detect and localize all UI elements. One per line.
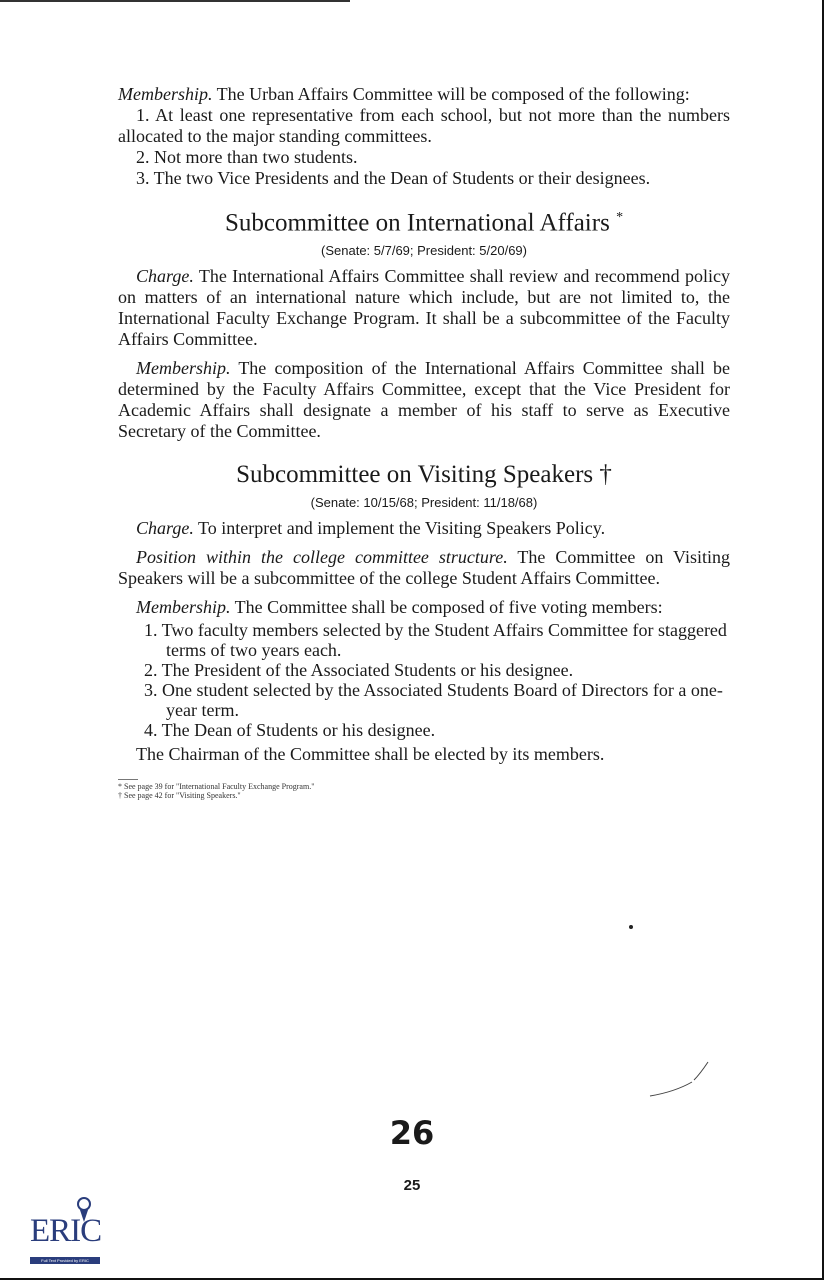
urban-membership-text: The Urban Affairs Committee will be composed of the following: bbox=[216, 84, 690, 104]
urban-membership-section bbox=[118, 84, 730, 189]
footnotes bbox=[118, 779, 730, 800]
visiting-membership-list bbox=[118, 620, 730, 740]
pencil-scribble-icon bbox=[648, 1060, 712, 1100]
international-membership-label: Membership. bbox=[136, 358, 231, 379]
visiting-position-paragraph bbox=[118, 547, 730, 589]
visiting-membership-item: 1. Two faculty members selected by the Student Affairs Committee for staggered terms of two years each. bbox=[144, 620, 727, 661]
footnote-rule bbox=[118, 779, 138, 780]
visiting-chairman-paragraph: The Chairman of the Committee shall be elected by its members. bbox=[136, 744, 605, 765]
visiting-position-label: Position within the college committee structure. bbox=[136, 547, 508, 568]
large-page-number: 26 bbox=[389, 1114, 435, 1152]
visiting-title: Subcommittee on Visiting Speakers bbox=[236, 461, 594, 489]
visiting-position-text: The Committee on Visiting Speakers will be a subcommittee of the college Student Affairs Committee. bbox=[118, 547, 730, 589]
visiting-membership-text: The Committee shall be composed of five voting members: bbox=[234, 597, 663, 618]
urban-membership-item: 3. The two Vice Presidents and the Dean of Students or their designees. bbox=[136, 168, 651, 188]
document-page bbox=[118, 84, 730, 800]
urban-membership-label: Membership. bbox=[118, 84, 213, 104]
visiting-charge-paragraph bbox=[118, 518, 730, 539]
page-number: 25 bbox=[403, 1177, 421, 1194]
urban-membership-item: 1. At least one representative from each school, but not more than the numbers allocated to the major standing committees. bbox=[118, 105, 730, 146]
international-senate-dates: (Senate: 5/7/69; President: 5/20/69) bbox=[321, 243, 527, 259]
international-membership-paragraph bbox=[118, 358, 730, 442]
speck-mark bbox=[629, 925, 633, 929]
footnote-visiting: † See page 42 for "Visiting Speakers." bbox=[118, 791, 241, 801]
international-title: Subcommittee on International Affairs bbox=[224, 209, 610, 237]
visiting-charge-text: To interpret and implement the Visiting Speakers Policy. bbox=[198, 518, 606, 539]
international-charge-label: Charge. bbox=[136, 266, 194, 287]
urban-membership-paragraph bbox=[118, 84, 730, 105]
visiting-membership-label: Membership. bbox=[136, 597, 231, 618]
visiting-heading bbox=[118, 460, 730, 490]
scan-edge-line bbox=[0, 0, 350, 2]
footnote-mark-asterisk: * bbox=[616, 210, 624, 225]
eric-logo-text: ERIC bbox=[30, 1213, 102, 1249]
international-charge-text: The International Affairs Committee shall review and recommend policy on matters of an international nature which include, but are not limited to, the International Faculty Exchange Program. It shall be a subcommittee of the Faculty Affairs Committee. bbox=[118, 266, 730, 350]
visiting-membership-item: 2. The President of the Associated Students or his designee. bbox=[144, 660, 574, 681]
visiting-membership-paragraph bbox=[118, 597, 730, 618]
eric-logo-tagline: Full Text Provided by ERIC bbox=[30, 1257, 100, 1264]
visiting-senate-dates: (Senate: 10/15/68; President: 11/18/68) bbox=[310, 495, 538, 511]
footnote-mark-dagger: † bbox=[599, 461, 612, 489]
footnote-international: * See page 39 for "International Faculty Exchange Program." bbox=[118, 782, 315, 792]
visiting-charge-label: Charge. bbox=[136, 518, 194, 539]
international-heading bbox=[118, 203, 730, 238]
urban-membership-item: 2. Not more than two students. bbox=[136, 147, 358, 167]
international-charge-paragraph bbox=[118, 266, 730, 350]
international-membership-text: The composition of the International Affairs Committee shall be determined by the Faculty Affairs Committee, except that the Vice President for Academic Affairs shall designate a member of his staff to serve as Executive Secretary of the Committee. bbox=[118, 358, 730, 442]
visiting-membership-item: 3. One student selected by the Associated Students Board of Directors for a one-year term. bbox=[144, 680, 723, 721]
visiting-membership-item: 4. The Dean of Students or his designee. bbox=[144, 720, 436, 741]
